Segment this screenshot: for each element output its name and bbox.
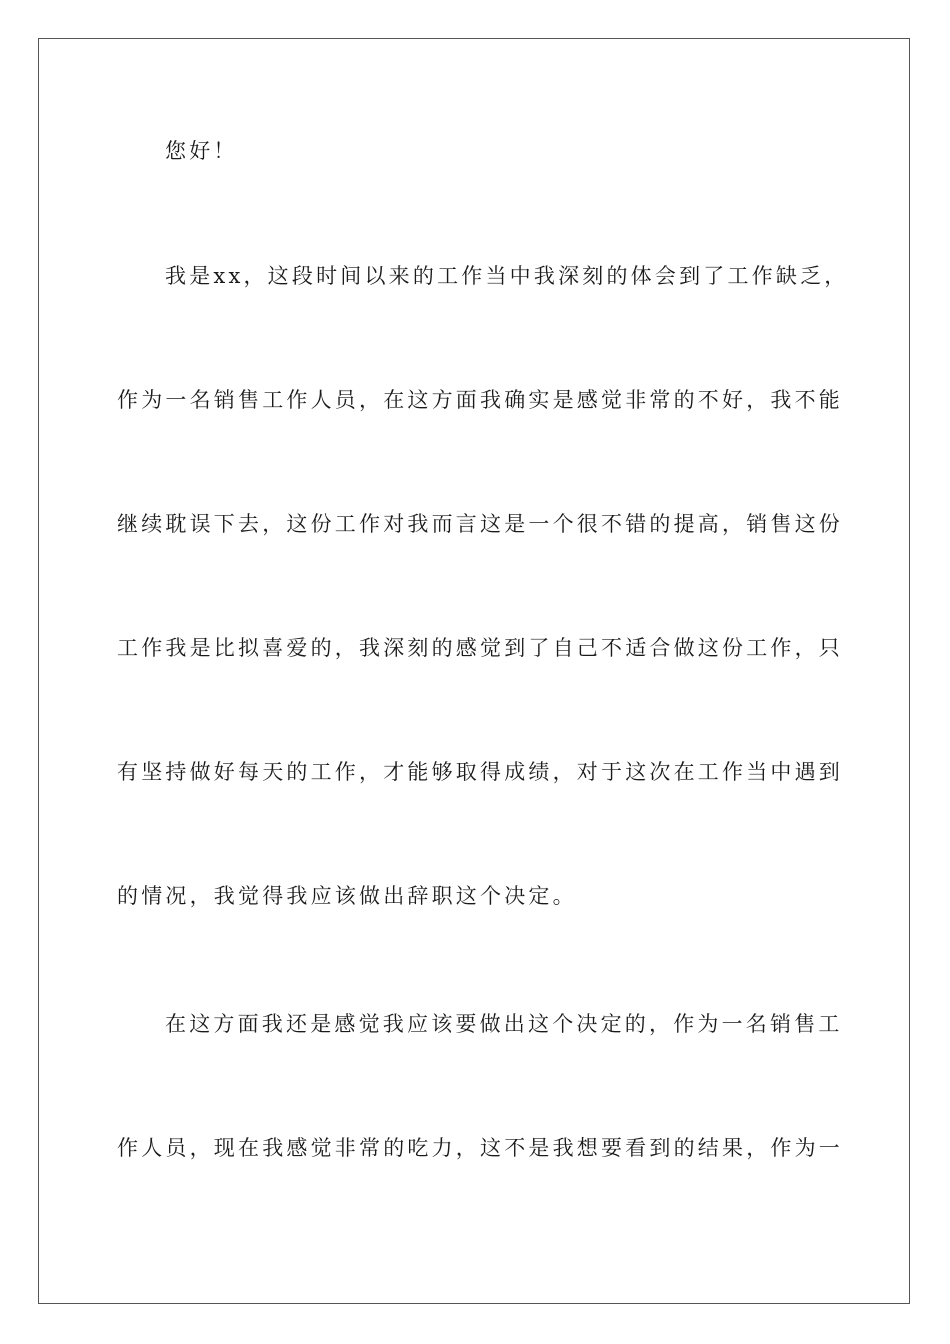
paragraph-1-line-4: 工作我是比拟喜爱的，我深刻的感觉到了自己不适合做这份工作，只: [117, 636, 843, 660]
paragraph-2-line-1: 在这方面我还是感觉我应该要做出这个决定的，作为一名销售工: [165, 1012, 843, 1036]
paragraph-1-line-1: 我是xx，这段时间以来的工作当中我深刻的体会到了工作缺乏，: [165, 264, 849, 288]
greeting: 您好！: [165, 139, 238, 163]
page-border: [38, 38, 910, 1304]
paragraph-2-line-2: 作人员，现在我感觉非常的吃力，这不是我想要看到的结果，作为一: [117, 1136, 843, 1160]
paragraph-1-line-3: 继续耽误下去，这份工作对我而言这是一个很不错的提高，销售这份: [117, 512, 843, 536]
paragraph-1-line-6: 的情况，我觉得我应该做出辞职这个决定。: [117, 884, 577, 908]
paragraph-1-line-2: 作为一名销售工作人员，在这方面我确实是感觉非常的不好，我不能: [117, 388, 843, 412]
paragraph-1-line-5: 有坚持做好每天的工作，才能够取得成绩，对于这次在工作当中遇到: [117, 760, 843, 784]
